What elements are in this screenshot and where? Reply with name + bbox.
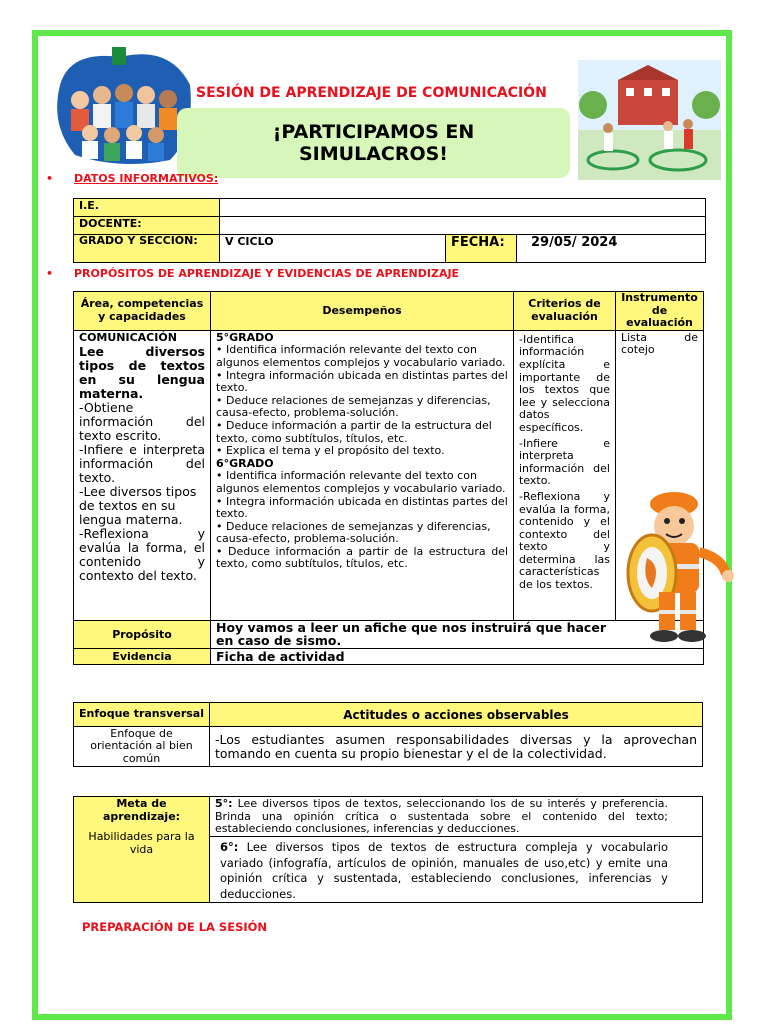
meta-g5-label: 5°: — [215, 797, 233, 810]
instrumento-cell: Lista de cotejo — [616, 330, 704, 620]
criterio-item: -Identifica información explícita e importante de los textos que lee y selecciona datos específicos. — [519, 332, 610, 434]
desempeno-item: • Integra información ubicada en distintas partes del texto. — [216, 368, 508, 395]
section-preparacion: PREPARACIÓN DE LA SESIÓN — [82, 920, 268, 934]
meta-cell — [74, 797, 210, 903]
proposito-value: Hoy vamos a leer un afiche que nos instruirá que hacer en caso de sismo. — [211, 620, 704, 648]
section-datos-label: DATOS INFORMATIVOS: — [74, 172, 219, 185]
header-instrumento: Instrumento de evaluación — [616, 292, 704, 331]
page-title: SESIÓN DE APRENDIZAJE DE COMUNICACIÓN — [196, 85, 547, 101]
meta-g5 — [210, 797, 703, 837]
docente-value[interactable] — [220, 217, 706, 235]
meta-g6-label: 6°: — [220, 840, 239, 854]
purposes-table — [73, 291, 704, 665]
desempeno-item: • Deduce relaciones de semejanzas y diferencias, causa-efecto, problema-solución. — [216, 393, 491, 420]
school-evacuation-illustration — [578, 60, 721, 180]
desempeno-item: • Deduce relaciones de semejanzas y diferencias, causa-efecto, problema-solución. — [216, 519, 491, 546]
evidencia-value: Ficha de actividad — [211, 648, 704, 664]
enfoque-name: Enfoque de orientación al bien común — [74, 727, 210, 767]
capacidad-item: -Infiere e interpreta información del texto. — [79, 442, 205, 486]
actitudes-header: Actitudes o acciones observables — [210, 703, 703, 727]
ie-label: I.E. — [74, 199, 220, 217]
desempenos-cell — [211, 330, 514, 620]
meta-g6-text: Lee diversos tipos de textos de estructura compleja y vocabulario variado (infografía, artículos de opinión, manuales de uso,etc) y emite una opinión crítica y sustentada, estableciendo conclusiones, inferencias y deducciones. — [220, 840, 669, 901]
ie-value[interactable] — [220, 199, 706, 217]
header-criterios: Criterios de evaluación — [514, 292, 616, 331]
actitud-text: -Los estudiantes asumen responsabilidades diversas y la aprovechan tomando en cuenta su propio bienestar y el de la colectividad. — [210, 727, 703, 767]
criterio-item: -Reflexiona y evalúa la forma, contenido y el contexto del texto y determina las características de los textos. — [519, 489, 610, 592]
proposito-label: Propósito — [74, 620, 211, 648]
capacidad-item: -Lee diversos tipos de textos en su lengua materna. — [79, 484, 197, 528]
area-cell — [74, 330, 211, 620]
meta-table — [73, 796, 703, 903]
fecha-value: 29/05/ 2024 — [517, 235, 706, 263]
grado-label: GRADO Y SECCIÓN: — [74, 235, 220, 263]
criterio-item: -Infiere e interpreta información del texto. — [519, 436, 610, 488]
fecha-label: FECHA: — [446, 235, 517, 263]
safety-mascot-illustration — [622, 488, 738, 648]
meta-g5-text: Lee diversos tipos de textos, seleccionando los de su interés y preferencia. Brinda una opinión crítica o sustentada sobre el contenido del texto; estableciendo conclusiones, inferencias y deducciones. — [215, 797, 668, 836]
desempeno-item: • Identifica información relevante del texto con algunos elementos complejos y vocabulario variado. — [216, 469, 506, 495]
section-datos — [46, 172, 219, 185]
bullet-icon: • — [46, 172, 54, 185]
grado5-label: 5°GRADO — [216, 330, 274, 344]
section-propositos — [46, 267, 460, 280]
desempeno-item: • Integra información ubicada en distintas partes del texto. — [216, 494, 508, 521]
capacidad-item: -Reflexiona y evalúa la forma, el contenido y contexto del texto. — [79, 526, 205, 584]
criterios-cell — [514, 330, 616, 620]
grado-value: V CICLO — [220, 235, 446, 263]
desempeno-item: • Explica el tema y el propósito del texto. — [216, 444, 445, 458]
capacidad-item: -Obtiene información del texto escrito. — [79, 400, 205, 444]
session-banner — [177, 108, 570, 178]
section-propositos-label: PROPÓSITOS DE APRENDIZAJE Y EVIDENCIAS DE APRENDIZAJE — [74, 267, 460, 280]
desempeno-item: • Identifica información relevante del texto con algunos elementos complejos y vocabulario variado. — [216, 343, 506, 369]
desempeno-item: • Deduce información a partir de la estructura del texto, como subtítulos, títulos, etc. — [216, 544, 508, 571]
bullet-icon: • — [46, 267, 54, 280]
enfoque-header: Enfoque transversal — [74, 703, 210, 727]
docente-label: DOCENTE: — [74, 217, 220, 235]
info-table — [73, 198, 706, 263]
meta-g6 — [210, 837, 703, 903]
enfoque-table — [73, 702, 703, 767]
session-banner-text: ¡PARTICIPAMOS EN SIMULACROS! — [272, 121, 475, 165]
habilidades-label: Habilidades para la vida — [88, 830, 195, 856]
header-desempenos: Desempeños — [211, 292, 514, 331]
header-area: Área, competencias y capacidades — [74, 292, 211, 331]
area-name: COMUNICACIÓN — [79, 330, 177, 344]
meta-label: Meta de aprendizaje: — [102, 797, 181, 823]
desempeno-item: • Deduce información a partir de la estructura del texto, como subtítulos, títulos, etc. — [216, 418, 492, 445]
community-group-illustration — [50, 45, 195, 170]
grado6-label: 6°GRADO — [216, 456, 274, 470]
competencia: Lee diversos tipos de textos en su lengua materna. — [79, 344, 205, 402]
evidencia-label: Evidencia — [74, 648, 211, 664]
